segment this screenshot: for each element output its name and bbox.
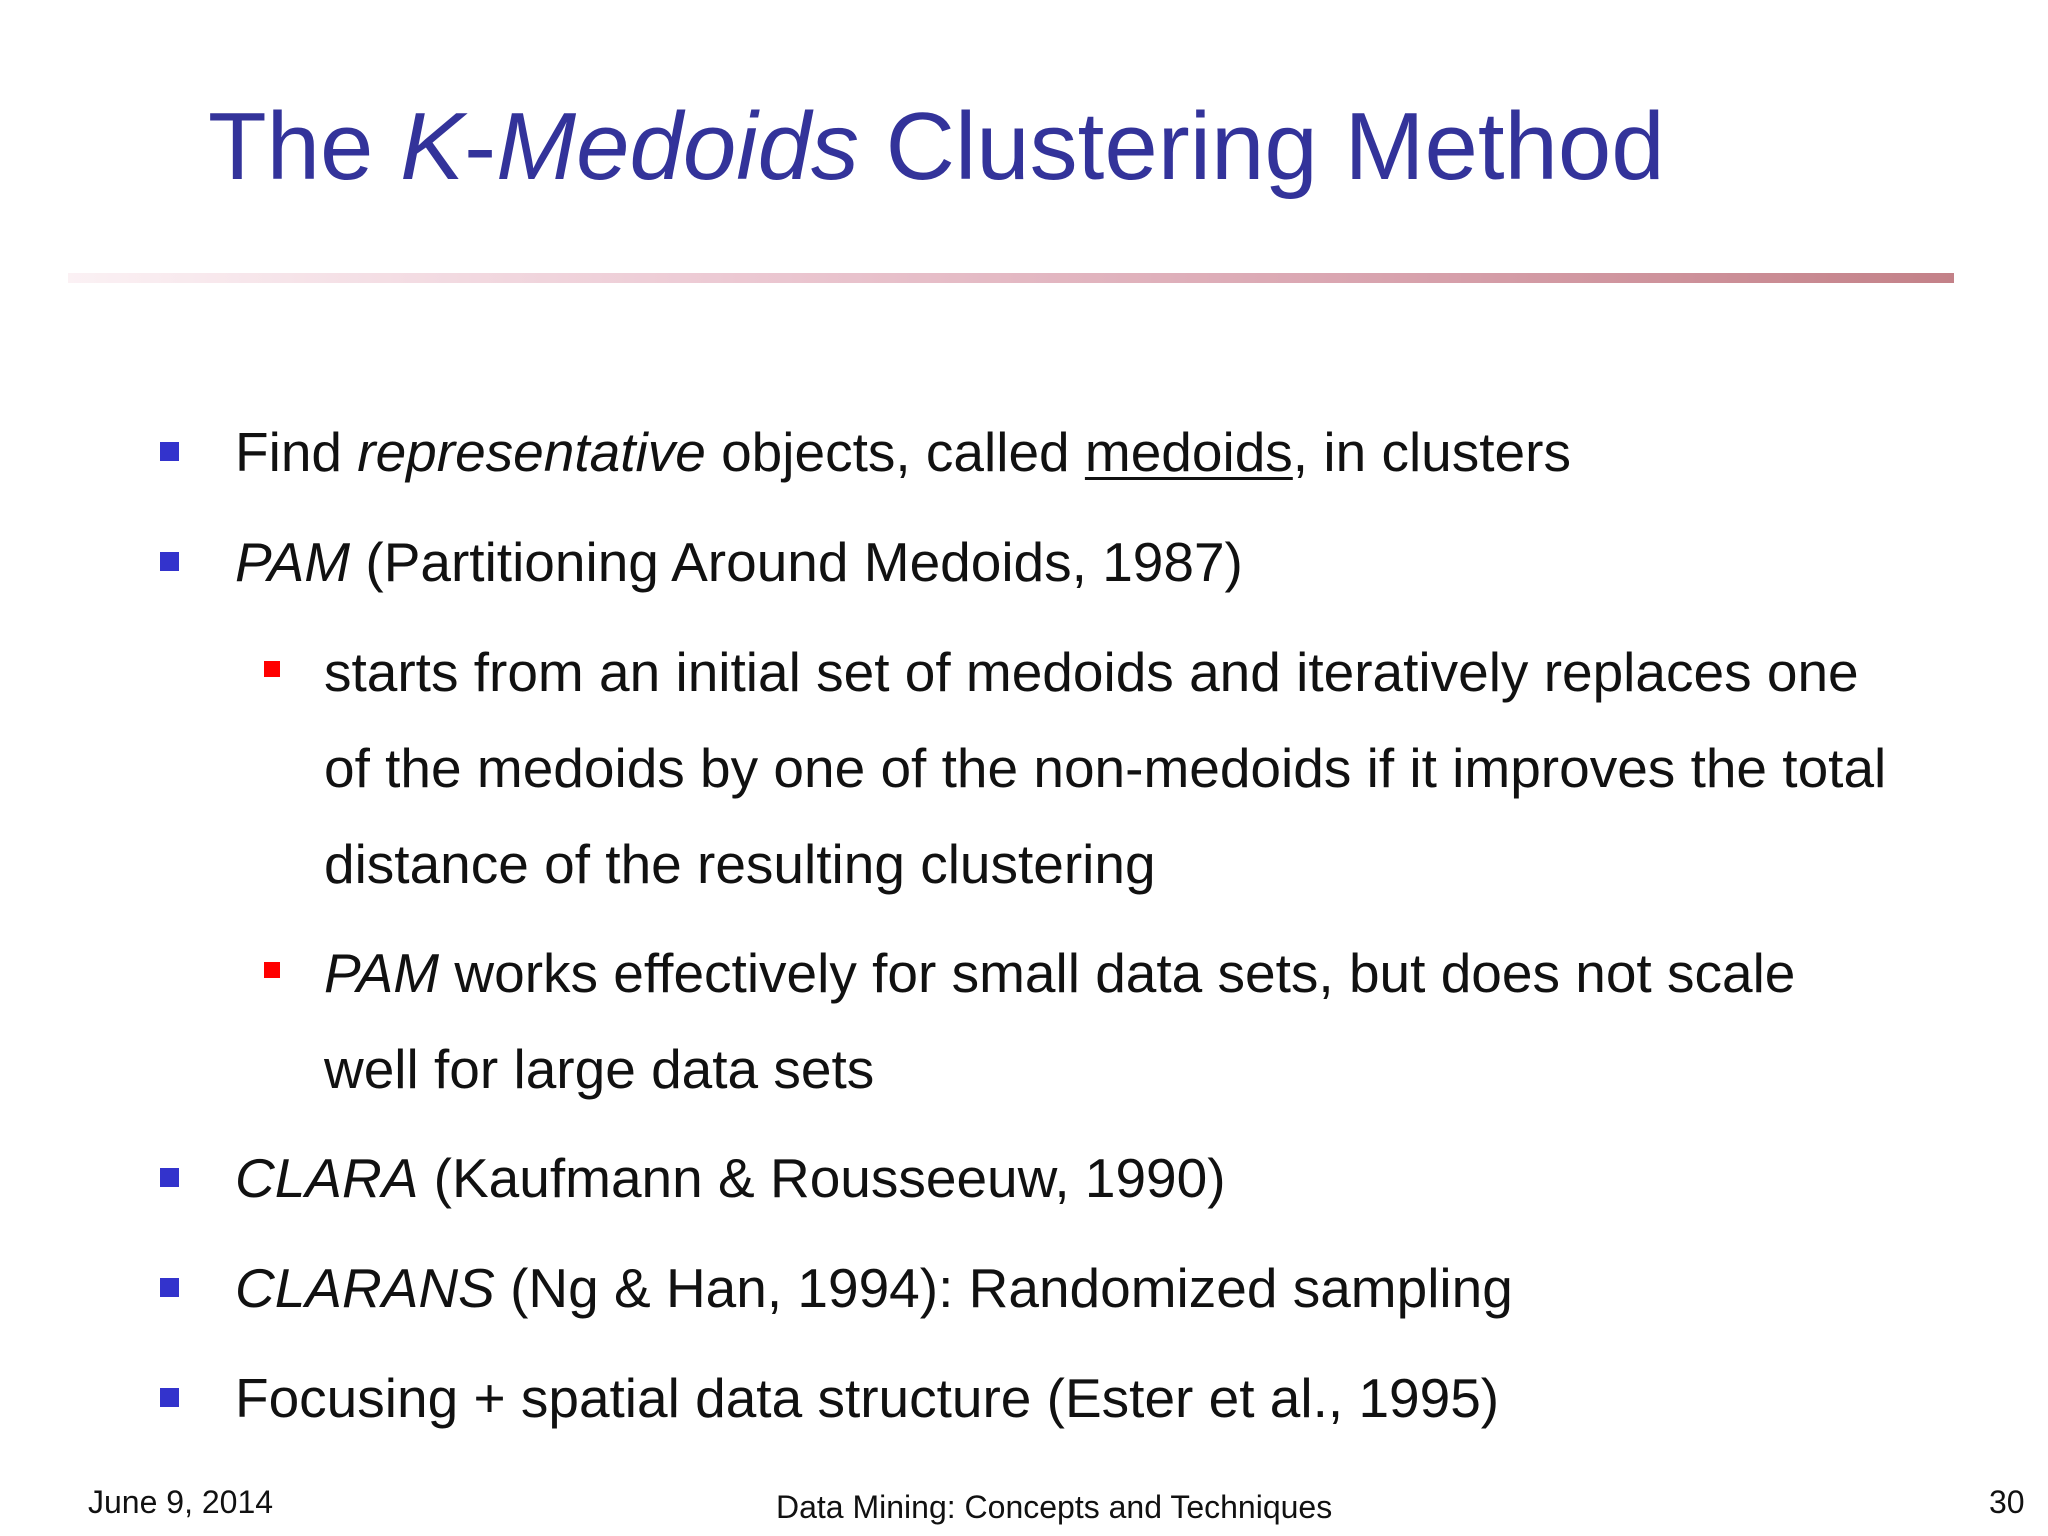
bullet-item xyxy=(235,1350,1499,1446)
title-medoids: Medoids xyxy=(496,93,859,200)
sub-bullet-continuation: well for large data sets xyxy=(324,1038,875,1100)
bullet-text: Focusing + spatial data structure (Ester et al., 1995) xyxy=(235,1367,1500,1429)
sub-bullet-line: PAM works effectively for small data sets, but does not scale xyxy=(324,942,1796,1004)
sub-bullet-continuation: distance of the resulting clustering xyxy=(324,833,1156,895)
title-prefix: The xyxy=(208,93,401,200)
bullet-square-icon xyxy=(160,552,179,571)
slide-title xyxy=(208,92,1665,202)
sub-bullet-item xyxy=(324,925,1795,1021)
bullet-square-icon xyxy=(264,661,280,677)
bullet-item xyxy=(235,514,1243,610)
page-number: 30 xyxy=(1989,1484,2025,1520)
title-divider xyxy=(68,273,1954,283)
title-suffix: Clustering Method xyxy=(858,93,1665,200)
bullet-square-icon xyxy=(160,442,179,461)
bullet-text: CLARA (Kaufmann & Rousseeuw, 1990) xyxy=(235,1147,1226,1209)
title-dash: - xyxy=(464,93,497,200)
title-k: K xyxy=(400,93,465,200)
bullet-square-icon xyxy=(160,1168,179,1187)
bullet-item xyxy=(235,1240,1513,1336)
bullet-square-icon xyxy=(264,962,280,978)
bullet-text: Find representative objects, called medoids, in clusters xyxy=(235,421,1571,483)
bullet-text: CLARANS (Ng & Han, 1994): Randomized sampling xyxy=(235,1257,1513,1319)
footer-date: June 9, 2014 xyxy=(88,1484,274,1520)
sub-bullet-item xyxy=(324,624,1859,720)
bullet-square-icon xyxy=(160,1278,179,1297)
sub-bullet-line: starts from an initial set of medoids and iteratively replaces one xyxy=(324,641,1859,703)
bullet-square-icon xyxy=(160,1388,179,1407)
footer-title: Data Mining: Concepts and Techniques xyxy=(776,1489,1333,1525)
bullet-text: PAM (Partitioning Around Medoids, 1987) xyxy=(235,531,1243,593)
bullet-item xyxy=(235,1130,1226,1226)
bullet-item xyxy=(235,404,1571,500)
sub-bullet-continuation: of the medoids by one of the non-medoids if it improves the total xyxy=(324,737,1887,799)
